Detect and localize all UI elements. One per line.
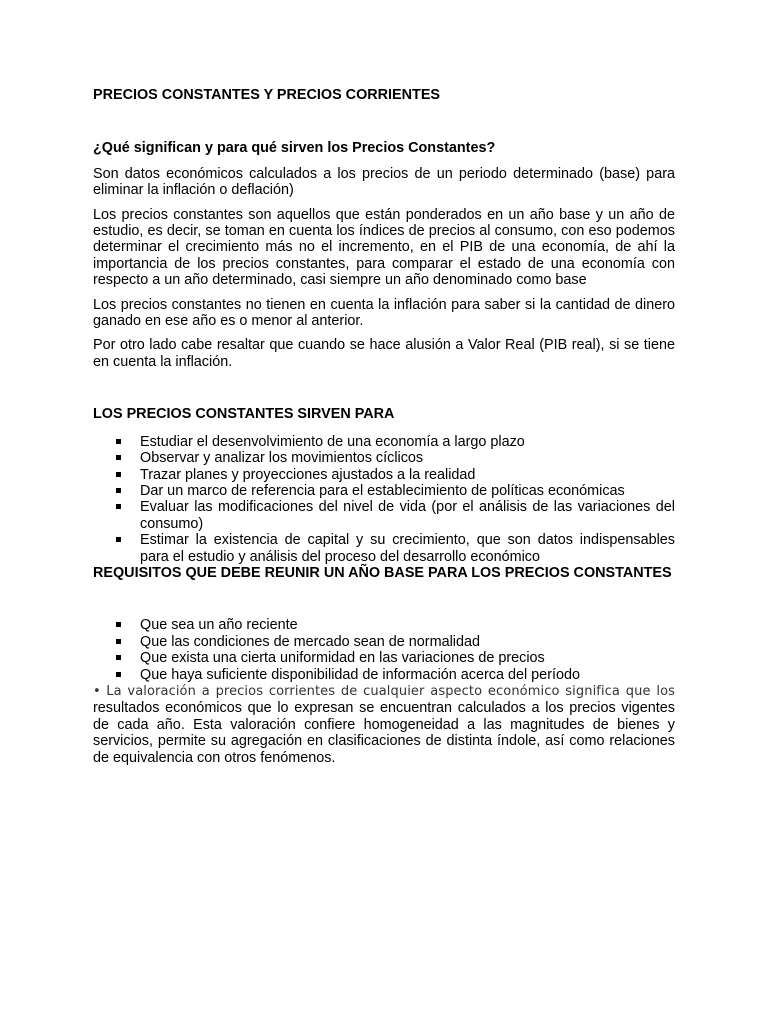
paragraph-definition: Son datos económicos calculados a los precios de un periodo determinado (base) para eliminar la inflación o deflación) — [93, 165, 675, 199]
list-item: Que haya suficiente disponibilidad de información acerca del período — [93, 667, 675, 683]
list-item: Que exista una cierta uniformidad en las variaciones de precios — [93, 650, 675, 666]
document-page — [93, 87, 675, 766]
section-requirements-heading: REQUISITOS QUE DEBE REUNIR UN AÑO BASE PARA LOS PRECIOS CONSTANTES — [93, 564, 672, 581]
paragraph-inflation: Los precios constantes no tienen en cuenta la inflación para saber si la cantidad de dinero ganado en ese año es o menor al anterior. — [93, 296, 675, 330]
current-prices-lead: La valoración a precios corrientes de cualquier aspecto económico significa que los — [106, 683, 675, 699]
uses-list — [93, 434, 675, 565]
document-title: PRECIOS CONSTANTES Y PRECIOS CORRIENTES — [93, 87, 441, 103]
section-uses-heading: LOS PRECIOS CONSTANTES SIRVEN PARA — [93, 406, 395, 423]
current-prices-paragraph — [93, 683, 675, 766]
list-item: Dar un marco de referencia para el establecimiento de políticas económicas — [93, 483, 675, 499]
list-item: Evaluar las modificaciones del nivel de vida (por el análisis de las variaciones del consumo) — [93, 499, 675, 532]
bullet-dot: • — [93, 683, 101, 699]
question-heading: ¿Qué significan y para qué sirven los Precios Constantes? — [93, 140, 496, 157]
current-prices-rest: resultados económicos que lo expresan se encuentran calculados a los precios vigentes de cada año. Esta valoración confiere homogeneidad a las magnitudes de bienes y servicios, permite su agregación en clasificaciones de distinta índole, así como relaciones de equivalencia con otros fenómenos. — [93, 700, 675, 766]
list-item: Trazar planes y proyecciones ajustados a la realidad — [93, 467, 675, 483]
list-item: Que sea un año reciente — [93, 617, 675, 633]
list-item: Que las condiciones de mercado sean de normalidad — [93, 634, 675, 650]
list-item: Estimar la existencia de capital y su crecimiento, que son datos indispensables para el estudio y análisis del proceso del desarrollo económico — [93, 532, 675, 565]
list-item: Observar y analizar los movimientos cíclicos — [93, 450, 675, 466]
paragraph-real-value: Por otro lado cabe resaltar que cuando se hace alusión a Valor Real (PIB real), si se tiene en cuenta la inflación. — [93, 337, 675, 370]
list-item: Estudiar el desenvolvimiento de una economía a largo plazo — [93, 434, 675, 450]
paragraph-base-year: Los precios constantes son aquellos que están ponderados en un año base y un año de estudio, es decir, se toman en cuenta los índices de precios al consumo, con eso podemos determinar el crecimiento más no el incremento, en el PIB de una economía, de ahí la importancia de los precios constantes, para comparar el estado de una economía con respecto a un año determinado, casi siempre un año denominado como base — [93, 206, 675, 289]
requirements-list — [93, 617, 675, 683]
